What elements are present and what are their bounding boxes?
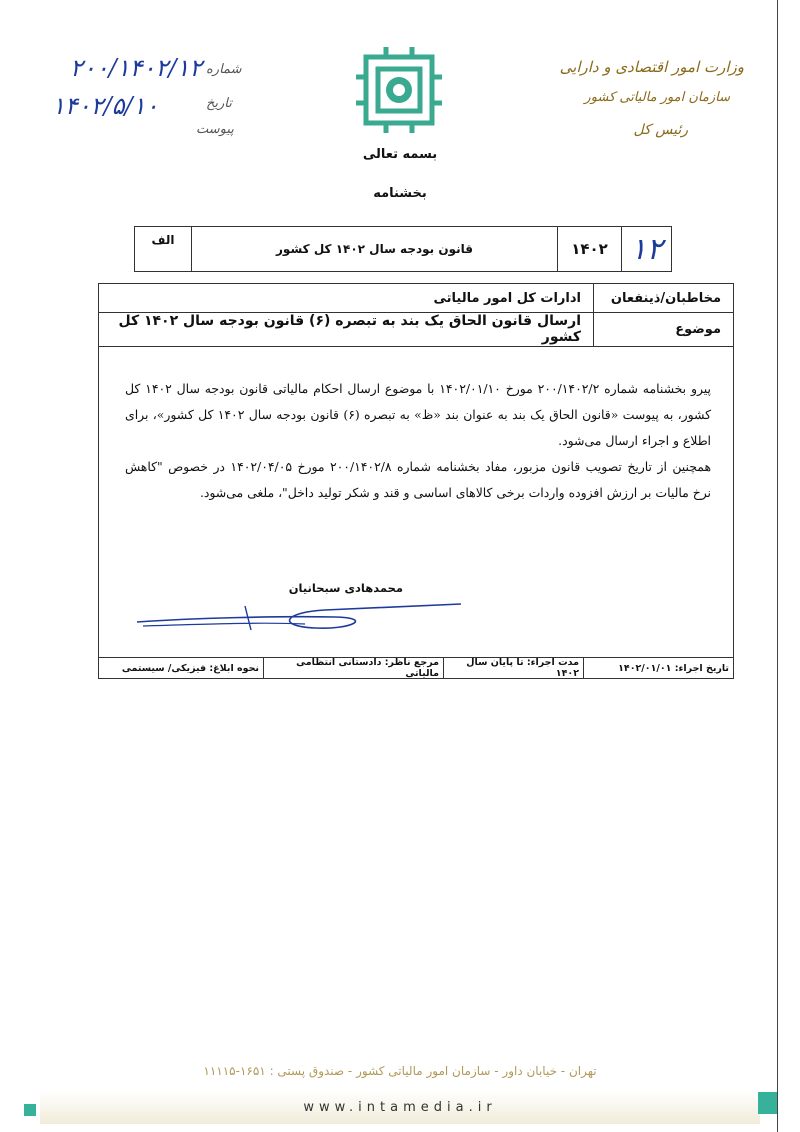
recipients-row xyxy=(99,284,733,313)
circular-series: الف xyxy=(151,233,175,247)
postal-address: تهران - خیابان داور - سازمان امور مالیاتی کشور - صندوق پستی : ۱۶۵۱-۱۱۱۱۵ xyxy=(203,1064,597,1078)
subject-label: موضوع xyxy=(593,312,733,346)
website-link[interactable]: www.intamedia.ir xyxy=(303,1100,497,1115)
organization-logo xyxy=(356,47,442,133)
circular-year: ۱۴۰۲ xyxy=(557,227,621,271)
notification-method: نحوه ابلاغ: فیزیکی/ سیستمی xyxy=(121,662,259,674)
letter-number: ۲۰۰/۱۴۰۲/۱۲ xyxy=(70,54,203,82)
execution-period: مدت اجراء: تا پایان سال ۱۴۰۲ xyxy=(443,658,583,678)
body-paragraph-1: پیرو بخشنامه شماره ۲۰۰/۱۴۰۲/۲ مورخ ۱۴۰۲/۰۱/۱۰ با موضوع ارسال احکام مالیاتی قانون بودجه سال ۱۴۰۲ کل کشور، به پیوست «قانون الحاق یک بند به عنوان بند «ظ» به تبصره (۶) قانون بودجه سال ۱۴۰۲ کل کشور»، برای اطلاع و اجراء ارسال می‌شود. xyxy=(125,381,711,448)
corner-square-icon xyxy=(24,1104,36,1116)
attachment-label: پیوست xyxy=(196,122,234,137)
letter-date: ۱۴۰۲/۵/۱۰ xyxy=(52,92,159,120)
circular-info-box xyxy=(134,226,672,272)
signer-name: محمدهادی سبحانیان xyxy=(288,581,403,595)
circular-number: ۱۲ xyxy=(621,227,671,271)
document-type: بخشنامه xyxy=(373,186,427,201)
body-paragraph-2: همچنین از تاریخ تصویب قانون مزبور، مفاد بخشنامه شماره ۲۰۰/۱۴۰۲/۸ مورخ ۱۴۰۲/۰۴/۰۵ در خصوص "کاهش نرخ مالیات بر ارزش افزوده واردات برخی کالاهای اساسی و قند و شکر تولید داخل"، ملغی می‌شود. xyxy=(125,459,711,500)
signature xyxy=(135,600,465,634)
circular-table xyxy=(98,283,734,679)
supervisor-authority: مرجع ناظر: دادستانی انتظامی مالیاتی xyxy=(263,658,443,678)
circular-title: قانون بودجه سال ۱۴۰۲ کل کشور xyxy=(191,227,557,271)
subject-value: ارسال قانون الحاق یک بند به تبصره (۶) قانون بودجه سال ۱۴۰۲ کل کشور xyxy=(118,313,581,345)
execution-date: تاریخ اجراء: ۱۴۰۲/۰۱/۰۱ xyxy=(583,658,733,678)
corner-square-icon xyxy=(758,1092,778,1114)
circular-meta-row xyxy=(99,657,733,678)
invocation: بسمه تعالی xyxy=(362,147,438,162)
recipients-value: ادارات کل امور مالیاتی xyxy=(433,290,581,306)
subject-row xyxy=(99,312,733,347)
date-label: تاریخ xyxy=(206,96,232,111)
number-label: شماره xyxy=(206,62,242,77)
head-title: رئیس کل xyxy=(633,122,688,138)
organization-name: سازمان امور مالیاتی کشور xyxy=(584,90,730,105)
page-edge-line xyxy=(777,0,778,1132)
body-text xyxy=(125,376,711,506)
recipients-label: مخاطبان/ذینفعان xyxy=(593,284,733,312)
ministry-name: وزارت امور اقتصادی و دارایی xyxy=(559,58,744,76)
